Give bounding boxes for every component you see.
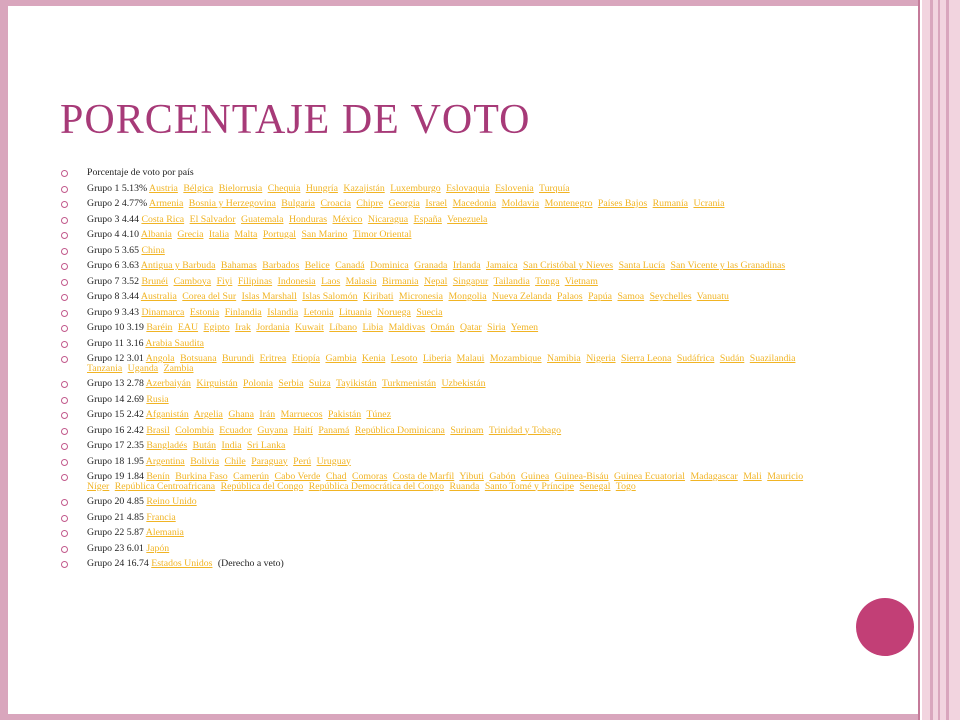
country-link[interactable]: Madagascar: [690, 471, 738, 482]
country-link[interactable]: Eritrea: [259, 353, 287, 364]
country-link[interactable]: Timor Oriental: [352, 229, 412, 240]
group-label: Grupo 1 5.13%: [87, 182, 150, 194]
country-link[interactable]: Yibuti: [459, 471, 484, 482]
group-label: Grupo 13 2.78: [87, 378, 146, 389]
list-item: [60, 168, 820, 178]
country-link[interactable]: Indonesia: [277, 275, 316, 287]
country-link[interactable]: Camboya: [173, 275, 212, 287]
slide-frame-top: [0, 0, 920, 6]
country-link[interactable]: Malasia: [345, 275, 377, 287]
country-link[interactable]: Costa de Marfil: [392, 471, 455, 482]
country-link[interactable]: Georgia: [388, 198, 420, 209]
country-link[interactable]: Mozambique: [489, 353, 542, 364]
country-link[interactable]: Senegal: [579, 480, 611, 492]
country-link[interactable]: Angola: [145, 353, 175, 364]
country-link[interactable]: Uganda: [127, 362, 159, 374]
country-link[interactable]: Benín: [146, 471, 170, 482]
country-link[interactable]: Sri Lanka: [247, 440, 286, 451]
country-link[interactable]: Noruega: [377, 306, 411, 318]
country-link[interactable]: Vanuatu: [696, 291, 729, 302]
country-link[interactable]: Argentina: [145, 455, 185, 467]
country-link[interactable]: Jamaica: [486, 260, 518, 271]
country-link[interactable]: Turquía: [538, 182, 570, 194]
country-link[interactable]: Chile: [224, 455, 246, 467]
country-link[interactable]: Colombia: [175, 424, 214, 436]
group-label: Grupo 14 2.69: [87, 393, 147, 405]
country-link[interactable]: Pakistán: [327, 409, 362, 420]
country-link[interactable]: Singapur: [452, 275, 489, 287]
list-item: [60, 339, 820, 349]
country-link[interactable]: EAU: [177, 322, 199, 333]
country-link[interactable]: Canadá: [335, 260, 365, 271]
group-label: Grupo 4 4.10: [87, 229, 141, 240]
country-link[interactable]: Ghana: [228, 409, 254, 420]
country-link[interactable]: Argelia: [193, 409, 223, 420]
country-link[interactable]: Guatemala: [241, 213, 284, 225]
country-link[interactable]: Granada: [414, 260, 448, 271]
slide-title: PORCENTAJE DE VOTO: [60, 97, 531, 143]
country-link[interactable]: Irak: [235, 322, 251, 333]
country-link[interactable]: Macedonia: [452, 198, 497, 209]
group-label: Grupo 23 6.01: [87, 542, 147, 554]
country-link[interactable]: San Marino: [301, 229, 348, 240]
country-link[interactable]: Bahamas: [220, 260, 257, 271]
country-link[interactable]: Santa Lucía: [618, 260, 666, 271]
country-link[interactable]: Liberia: [422, 353, 452, 364]
country-link[interactable]: Chequia: [267, 182, 301, 194]
country-link[interactable]: Nepal: [424, 275, 448, 287]
list-item: [60, 457, 820, 467]
country-link[interactable]: Ecuador: [219, 424, 252, 436]
country-link[interactable]: Francia: [146, 511, 176, 523]
country-link[interactable]: Brunéi: [141, 275, 169, 287]
country-link[interactable]: Haití: [293, 424, 313, 436]
country-link[interactable]: El Salvador: [189, 213, 236, 225]
group-label: Grupo 9 3.43: [87, 306, 142, 318]
country-link[interactable]: Armenia: [149, 198, 184, 209]
country-link[interactable]: Cabo Verde: [274, 471, 321, 482]
country-link[interactable]: Kenia: [361, 353, 386, 364]
country-link[interactable]: Guinea-Bisáu: [554, 471, 609, 482]
country-link[interactable]: Túnez: [366, 409, 391, 420]
side-stripe: [930, 0, 933, 720]
group-label: Grupo 20 4.85: [87, 496, 147, 507]
country-link[interactable]: Corea del Sur: [182, 291, 237, 302]
country-link[interactable]: Hungría: [305, 182, 338, 194]
country-link[interactable]: Dinamarca: [141, 306, 185, 318]
country-link[interactable]: Zambia: [163, 362, 194, 374]
list-item: [60, 441, 820, 451]
country-link[interactable]: Lituania: [339, 306, 372, 318]
list-item: [60, 308, 820, 318]
country-link[interactable]: San Vicente y las Granadinas: [670, 260, 786, 271]
country-link[interactable]: Samoa: [617, 291, 645, 302]
country-link[interactable]: Sudán: [719, 353, 745, 364]
group-note: (Derecho a veto): [217, 558, 284, 569]
country-link[interactable]: Ucrania: [693, 198, 725, 209]
country-link[interactable]: Mali: [743, 471, 762, 482]
list-item: [60, 559, 820, 569]
country-link[interactable]: Reino Unido: [146, 496, 197, 507]
list-item: [60, 215, 820, 225]
country-link[interactable]: Montenegro: [544, 198, 593, 209]
country-link[interactable]: Islas Marshall: [241, 291, 297, 302]
country-link[interactable]: Barbados: [262, 260, 300, 271]
country-link[interactable]: Perú: [293, 455, 312, 467]
country-link[interactable]: Panamá: [318, 424, 350, 436]
country-link[interactable]: Letonia: [303, 306, 334, 318]
country-link[interactable]: República Dominicana: [354, 424, 445, 436]
country-link[interactable]: Nueva Zelanda: [492, 291, 552, 302]
country-link[interactable]: Trinidad y Tobago: [488, 424, 562, 436]
country-link[interactable]: Dominica: [370, 260, 409, 271]
country-link[interactable]: Mauricio: [767, 471, 804, 482]
list-item: [60, 426, 820, 436]
group-label: Grupo 12 3.01: [87, 353, 146, 364]
group-label: Grupo 6 3.63: [87, 260, 141, 271]
country-link[interactable]: Portugal: [262, 229, 297, 240]
country-link[interactable]: Siria: [487, 322, 506, 333]
country-link[interactable]: Irán: [259, 409, 276, 420]
country-link[interactable]: Tayikistán: [335, 378, 377, 389]
list-item: [60, 184, 820, 194]
country-link[interactable]: Baréin: [146, 322, 173, 333]
list-item: [60, 513, 820, 523]
group-label: Grupo 3 4.44: [87, 213, 142, 225]
country-link[interactable]: Egipto: [203, 322, 230, 333]
country-link[interactable]: Bielorrusia: [218, 182, 263, 194]
slide-frame-bottom: [0, 714, 920, 720]
country-link[interactable]: Micronesia: [398, 291, 443, 302]
list-item: [60, 354, 820, 373]
country-link[interactable]: Kuwait: [294, 322, 324, 333]
list-item: [60, 379, 820, 389]
list-item: [60, 246, 820, 256]
group-label: Grupo 5 3.65: [87, 244, 142, 256]
country-link[interactable]: Bulgaria: [281, 198, 316, 209]
country-link[interactable]: Serbia: [278, 378, 304, 389]
group-label: Grupo 10 3.19: [87, 322, 147, 333]
country-link[interactable]: Papúa: [588, 291, 613, 302]
country-link[interactable]: Líbano: [329, 322, 358, 333]
country-link[interactable]: Japón: [146, 542, 170, 554]
country-link[interactable]: Nicaragua: [367, 213, 409, 225]
country-link[interactable]: Filipinas: [237, 275, 273, 287]
group-label: Grupo 24 16.74: [87, 558, 152, 569]
country-link[interactable]: Seychelles: [649, 291, 692, 302]
list-item: [60, 544, 820, 554]
list-item: [60, 292, 820, 302]
country-link[interactable]: Sierra Leona: [621, 353, 672, 364]
list-item: [60, 277, 820, 287]
country-link[interactable]: Paraguay: [251, 455, 288, 467]
group-label: Grupo 15 2.42: [87, 409, 146, 420]
country-link[interactable]: Finlandia: [224, 306, 262, 318]
country-link[interactable]: Togo: [615, 480, 636, 492]
list-item: [60, 199, 820, 209]
country-link[interactable]: Tailandia: [493, 275, 530, 287]
group-label: Porcentaje de voto por país: [87, 167, 194, 178]
side-panel-border: [918, 0, 920, 720]
list-item: [60, 261, 820, 271]
country-link[interactable]: Malta: [234, 229, 258, 240]
country-link[interactable]: Bolivia: [190, 455, 220, 467]
country-link[interactable]: Estonia: [189, 306, 220, 318]
country-link[interactable]: India: [221, 440, 242, 451]
side-decoration-panel: [922, 0, 960, 720]
list-item: [60, 395, 820, 405]
country-link[interactable]: Estados Unidos: [151, 558, 213, 569]
country-link[interactable]: Santo Tomé y Príncipe: [484, 480, 575, 492]
country-link[interactable]: Namibia: [547, 353, 581, 364]
country-link[interactable]: Afganistán: [145, 409, 189, 420]
group-label: Grupo 22 5.87: [87, 527, 146, 538]
country-link[interactable]: Kazajistán: [343, 182, 385, 194]
side-stripe: [938, 0, 940, 720]
country-link[interactable]: Camerún: [233, 471, 270, 482]
country-link[interactable]: Suecia: [416, 306, 443, 318]
country-link[interactable]: Venezuela: [447, 213, 488, 225]
country-link[interactable]: Gabón: [489, 471, 516, 482]
country-link[interactable]: Libia: [362, 322, 384, 333]
country-link[interactable]: Chad: [325, 471, 347, 482]
country-link[interactable]: Botsuana: [180, 353, 217, 364]
country-link[interactable]: Guinea: [520, 471, 550, 482]
group-label: Grupo 11 3.16: [87, 337, 146, 349]
slide-frame-left: [0, 0, 8, 720]
country-link[interactable]: Islas Salomón: [302, 291, 358, 302]
country-link[interactable]: Turkmenistán: [381, 378, 436, 389]
country-link[interactable]: Australia: [140, 291, 177, 302]
country-link[interactable]: China: [141, 244, 165, 256]
country-link[interactable]: Grecia: [177, 229, 204, 240]
country-link[interactable]: Kirguistán: [196, 378, 238, 389]
group-label: Grupo 19 1.84: [87, 471, 147, 482]
country-link[interactable]: Guinea Ecuatorial: [613, 471, 685, 482]
country-link[interactable]: Chipre: [356, 198, 384, 209]
country-link[interactable]: Mongolia: [448, 291, 487, 302]
country-link[interactable]: Yemen: [510, 322, 539, 333]
country-link[interactable]: Moldavia: [501, 198, 540, 209]
country-link[interactable]: Azerbaiyán: [145, 378, 191, 389]
list-item: [60, 472, 820, 491]
country-link[interactable]: Sudáfrica: [676, 353, 715, 364]
country-link[interactable]: Croacia: [320, 198, 351, 209]
group-label: Grupo 16 2.42: [87, 424, 147, 436]
country-link[interactable]: Arabia Saudita: [145, 337, 204, 349]
country-link[interactable]: Uruguay: [316, 455, 351, 467]
country-link[interactable]: Bosnia y Herzegovina: [188, 198, 276, 209]
list-item: [60, 230, 820, 240]
decorative-circle: [856, 598, 914, 656]
country-link[interactable]: Países Bajos: [597, 198, 648, 209]
group-label: Grupo 7 3.52: [87, 275, 142, 287]
country-link[interactable]: República Democrática del Congo: [308, 480, 444, 492]
country-link[interactable]: Laos: [321, 275, 341, 287]
country-link[interactable]: Níger: [87, 480, 110, 492]
group-label: Grupo 2 4.77%: [87, 198, 150, 209]
country-link[interactable]: México: [332, 213, 363, 225]
country-link[interactable]: Islandia: [267, 306, 299, 318]
country-link[interactable]: Antigua y Barbuda: [140, 260, 216, 271]
country-link[interactable]: Omán: [430, 322, 455, 333]
country-link[interactable]: Italia: [208, 229, 230, 240]
country-link[interactable]: Jordania: [256, 322, 290, 333]
country-link[interactable]: Fiyi: [216, 275, 233, 287]
country-link[interactable]: Gambia: [325, 353, 357, 364]
country-link[interactable]: Bután: [192, 440, 216, 451]
country-link[interactable]: Rumanía: [652, 198, 689, 209]
country-link[interactable]: República Centroafricana: [114, 480, 216, 492]
list-item: [60, 497, 820, 507]
country-link[interactable]: Uzbekistán: [441, 378, 486, 389]
country-link[interactable]: Honduras: [288, 213, 328, 225]
group-label: Grupo 21 4.85: [87, 511, 147, 523]
country-link[interactable]: Burkina Faso: [175, 471, 228, 482]
country-link[interactable]: San Cristóbal y Nieves: [523, 260, 614, 271]
country-link[interactable]: España: [413, 213, 442, 225]
country-link[interactable]: Eslovenia: [495, 182, 534, 194]
group-label: Grupo 18 1.95: [87, 455, 146, 467]
list-item: [60, 410, 820, 420]
country-link[interactable]: Irlanda: [452, 260, 481, 271]
country-link[interactable]: Israel: [425, 198, 448, 209]
country-link[interactable]: Tanzania: [87, 362, 123, 374]
country-link[interactable]: Burundi: [222, 353, 255, 364]
country-link[interactable]: Belice: [304, 260, 330, 271]
country-link[interactable]: Bangladés: [146, 440, 188, 451]
country-link[interactable]: Suiza: [308, 378, 331, 389]
country-link[interactable]: República del Congo: [220, 480, 304, 492]
country-link[interactable]: Etiopía: [291, 353, 320, 364]
country-link[interactable]: Marruecos: [280, 409, 323, 420]
country-link[interactable]: Ruanda: [449, 480, 480, 492]
country-link[interactable]: Kiribati: [362, 291, 394, 302]
country-link[interactable]: Rusia: [146, 393, 169, 405]
list-item: [60, 323, 820, 333]
country-link[interactable]: Nigeria: [586, 353, 616, 364]
country-link[interactable]: Tonga: [535, 275, 560, 287]
side-stripe: [946, 0, 949, 720]
country-link[interactable]: Guyana: [257, 424, 288, 436]
country-link[interactable]: Bélgica: [183, 182, 214, 194]
country-link[interactable]: Austria: [149, 182, 178, 194]
country-link[interactable]: Malaui: [456, 353, 485, 364]
list-item: [60, 528, 820, 538]
country-link[interactable]: Brasil: [146, 424, 170, 436]
country-link[interactable]: Vietnam: [564, 275, 598, 287]
country-link[interactable]: Polonia: [243, 378, 273, 389]
country-link[interactable]: Palaos: [557, 291, 583, 302]
group-label: Grupo 17 2.35: [87, 440, 147, 451]
country-link[interactable]: Comoras: [351, 471, 388, 482]
country-link[interactable]: Suazilandia: [749, 353, 796, 364]
country-link[interactable]: Qatar: [459, 322, 482, 333]
country-link[interactable]: Alemania: [145, 527, 184, 538]
group-list: [60, 168, 820, 575]
country-link[interactable]: Lesoto: [390, 353, 418, 364]
country-link[interactable]: Luxemburgo: [390, 182, 441, 194]
country-link[interactable]: Eslovaquia: [446, 182, 490, 194]
country-link[interactable]: Albania: [140, 229, 172, 240]
country-link[interactable]: Surinam: [450, 424, 484, 436]
country-link[interactable]: Costa Rica: [141, 213, 185, 225]
country-link[interactable]: Maldivas: [388, 322, 426, 333]
group-label: Grupo 8 3.44: [87, 291, 141, 302]
country-link[interactable]: Birmania: [382, 275, 419, 287]
